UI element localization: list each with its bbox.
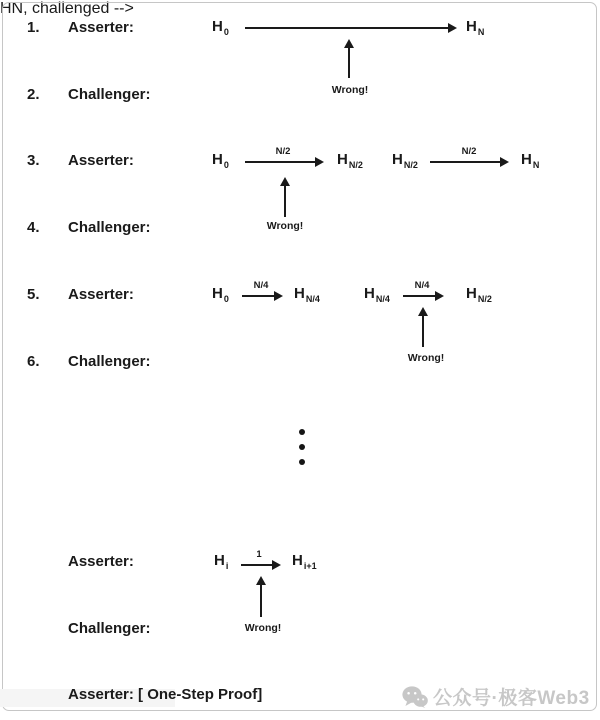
segment-length-label: 1 [256,549,262,560]
step-role: Challenger: [68,219,151,236]
hash-subscript: N [477,27,485,37]
step-5 [27,286,134,304]
bisection-fraud-proof-diagram: 1. Asserter: 2. Challenger: 3. Asserter: 4. Challenger: 5. Asserter: 6. Challenger: Asserter: Challenger: Asserter: [ One-Step Proof] HN, challenged --> $H_0$ $H_N$ Wrong! $H_0$ N/2 $H_{N/2}$ $H_{N/2}$ N/2 $H_N$ Wrong! $H_0$ N/4 $H_{N/4}$ $H_{N/4}$ N/4 $H_{N/2}$ Wrong! $H_i$ 1 $H_{i+1}$ Wrong! 公众号·极客Web3 [0,0,600,720]
watermark [402,683,590,710]
assertion-arrow [245,161,315,163]
wrong-label: Wrong! [331,84,369,96]
hash-term [214,553,227,570]
step-role: Challenger: [68,353,151,370]
step-4 [27,219,151,237]
hash-subscript: N [532,160,540,170]
hash-base: H [294,285,305,302]
step-role: Asserter: [68,152,134,169]
step-6 [27,353,151,371]
step-role: Challenger: [68,620,151,637]
step-role: Asserter: [ One-Step Proof] [68,686,263,703]
hash-base: H [364,285,375,302]
wrong-label: Wrong! [266,220,304,232]
step-role: Asserter: [68,553,134,570]
step-challenger-final-round [27,620,151,638]
step-3 [27,152,134,170]
hash-subscript: 0 [223,160,229,170]
step-role: Challenger: [68,86,151,103]
step-number: 2. [27,86,40,103]
hash-subscript: i [225,561,229,571]
challenge-arrow [348,48,350,78]
hash-subscript: 0 [223,294,229,304]
hash-base: H [392,151,403,168]
wrong-label: Wrong! [407,352,445,364]
hash-base: H [292,552,303,569]
hash-subscript: N/2 [348,160,363,170]
wechat-icon [402,686,428,708]
hash-subscript: N/4 [305,294,320,304]
assertion-arrow [241,564,272,566]
hash-term [212,152,228,169]
segment-length-label: N/2 [461,146,477,157]
segment-length-label: N/4 [253,280,269,291]
ellipsis-dot [299,444,305,450]
hash-term [294,286,319,303]
assertion-arrow [242,295,274,297]
hash-subscript: N/2 [477,294,492,304]
hash-term [337,152,362,169]
step-role: Asserter: [68,19,134,36]
hash-base: H [212,285,223,302]
hash-term [364,286,389,303]
watermark-text: 公众号·极客Web3 [433,688,590,709]
step-number: 1. [27,19,40,36]
hash-base: H [212,18,223,35]
hash-term [392,152,417,169]
challenge-arrow [422,316,424,347]
hash-base: H [466,18,477,35]
step-number: 3. [27,152,40,169]
hash-term [466,19,483,36]
assertion-arrow [403,295,435,297]
assertion-arrow [245,27,448,29]
ellipsis-dot [299,459,305,465]
wrong-label: Wrong! [244,622,282,634]
hash-subscript: N/4 [375,294,390,304]
challenge-arrow [284,186,286,217]
step-asserter-final-round [27,553,134,571]
step-one-step-proof [27,686,262,704]
step-1 [27,19,134,37]
assertion-arrow [430,161,500,163]
hash-term [292,553,316,570]
step-number: 6. [27,353,40,370]
step-number: 5. [27,286,40,303]
step-role: Asserter: [68,286,134,303]
ellipsis-dot [299,429,305,435]
challenge-arrow [260,585,262,617]
hash-term [212,286,228,303]
hash-base: H [212,151,223,168]
hash-term [212,19,228,36]
hash-term [466,286,491,303]
segment-length-label: N/4 [414,280,430,291]
step-2 [27,86,151,104]
segment-length-label: N/2 [275,146,291,157]
hash-base: H [337,151,348,168]
step-number: 4. [27,219,40,236]
hash-subscript: i+1 [303,561,317,571]
hash-base: H [466,285,477,302]
hash-term [521,152,538,169]
hash-base: H [521,151,532,168]
hash-subscript: 0 [223,27,229,37]
hash-base: H [214,552,225,569]
hash-subscript: N/2 [403,160,418,170]
